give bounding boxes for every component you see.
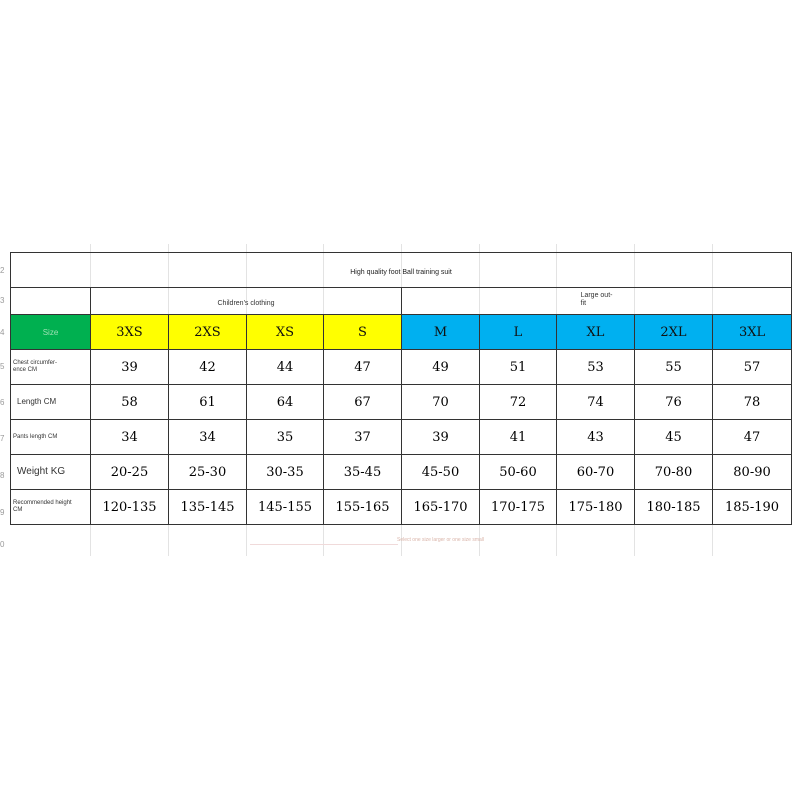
table-row-height (11, 490, 792, 525)
table-cell[interactable]: 170-175 (480, 490, 557, 525)
table-row-pants (11, 420, 792, 455)
row-number: 6 (0, 398, 5, 407)
table-title-cell[interactable] (11, 253, 792, 288)
spreadsheet (0, 244, 800, 556)
row-label[interactable] (11, 455, 91, 490)
table-cell[interactable]: 41 (480, 420, 557, 455)
table-cell[interactable]: 39 (402, 420, 480, 455)
empty-cell[interactable] (11, 288, 91, 315)
size-header[interactable]: XL (557, 315, 635, 350)
table-cell[interactable]: 61 (169, 385, 247, 420)
row-label-line1: Recommended height (13, 500, 72, 506)
row-number: 9 (0, 508, 5, 517)
size-header[interactable]: L (480, 315, 557, 350)
table-cell[interactable]: 70-80 (635, 455, 713, 490)
row-label-line2: ence CM (13, 367, 38, 373)
table-cell[interactable]: 34 (91, 420, 169, 455)
table-cell[interactable]: 72 (480, 385, 557, 420)
table-cell[interactable]: 25-30 (169, 455, 247, 490)
size-header[interactable]: 2XS (169, 315, 247, 350)
row-number: 4 (0, 328, 5, 337)
size-header[interactable]: XS (247, 315, 324, 350)
table-cell[interactable]: 45 (635, 420, 713, 455)
table-cell[interactable]: 80-90 (713, 455, 792, 490)
row-label-line1: Weight KG (17, 466, 66, 477)
row-number: 2 (0, 266, 5, 275)
table-cell[interactable]: 70 (402, 385, 480, 420)
size-header[interactable]: 3XL (713, 315, 792, 350)
table-cell[interactable]: 50-60 (480, 455, 557, 490)
table-cell[interactable]: 47 (324, 350, 402, 385)
table-title: High quality foot Ball training suit (350, 269, 452, 276)
size-label: Size (42, 327, 59, 337)
table-cell[interactable]: 20-25 (91, 455, 169, 490)
row-number: 0 (0, 540, 5, 549)
row-label[interactable] (11, 490, 91, 525)
size-label-cell[interactable] (11, 315, 91, 350)
row-label-line2: CM (13, 507, 23, 513)
large-group-label-line2: fit (580, 300, 587, 307)
table-cell[interactable]: 155-165 (324, 490, 402, 525)
faint-underline (250, 544, 398, 545)
table-cell[interactable]: 180-185 (635, 490, 713, 525)
table-row-length (11, 385, 792, 420)
table-cell[interactable]: 76 (635, 385, 713, 420)
table-row-chest (11, 350, 792, 385)
large-group-label-line1: Large out- (580, 292, 613, 299)
table-cell[interactable]: 35-45 (324, 455, 402, 490)
row-label-line1: Chest circumfer- (13, 360, 58, 366)
size-chart-table (10, 252, 792, 525)
row-label[interactable] (11, 350, 91, 385)
table-cell[interactable]: 64 (247, 385, 324, 420)
table-cell[interactable]: 57 (713, 350, 792, 385)
children-group-label: Children's clothing (217, 300, 275, 307)
row-label[interactable] (11, 385, 91, 420)
table-cell[interactable]: 30-35 (247, 455, 324, 490)
table-cell[interactable]: 49 (402, 350, 480, 385)
table-cell[interactable]: 37 (324, 420, 402, 455)
table-cell[interactable]: 42 (169, 350, 247, 385)
table-cell[interactable]: 51 (480, 350, 557, 385)
row-number: 5 (0, 362, 5, 371)
table-cell[interactable]: 74 (557, 385, 635, 420)
table-cell[interactable]: 165-170 (402, 490, 480, 525)
table-cell[interactable]: 67 (324, 385, 402, 420)
row-label-line1: Length CM (17, 397, 57, 406)
table-cell[interactable]: 78 (713, 385, 792, 420)
table-cell[interactable]: 58 (91, 385, 169, 420)
large-group-label (581, 292, 613, 308)
table-cell[interactable]: 175-180 (557, 490, 635, 525)
table-cell[interactable]: 35 (247, 420, 324, 455)
size-header[interactable]: 2XL (635, 315, 713, 350)
table-cell[interactable]: 44 (247, 350, 324, 385)
row-number: 8 (0, 471, 5, 480)
size-note: Select one size larger or one size small (397, 537, 484, 543)
size-header[interactable]: 3XS (91, 315, 169, 350)
table-cell[interactable]: 34 (169, 420, 247, 455)
table-row-weight (11, 455, 792, 490)
table-cell[interactable]: 60-70 (557, 455, 635, 490)
large-group-cell[interactable] (402, 288, 792, 315)
row-label[interactable] (11, 420, 91, 455)
table-cell[interactable]: 55 (635, 350, 713, 385)
table-cell[interactable]: 185-190 (713, 490, 792, 525)
size-header[interactable]: S (324, 315, 402, 350)
table-cell[interactable]: 135-145 (169, 490, 247, 525)
children-group-cell[interactable] (91, 288, 402, 315)
table-cell[interactable]: 45-50 (402, 455, 480, 490)
table-cell[interactable]: 47 (713, 420, 792, 455)
row-label-line1: Pants length CM (13, 433, 58, 440)
table-cell[interactable]: 43 (557, 420, 635, 455)
table-cell[interactable]: 53 (557, 350, 635, 385)
table-cell[interactable]: 39 (91, 350, 169, 385)
row-number: 7 (0, 434, 5, 443)
table-cell[interactable]: 145-155 (247, 490, 324, 525)
table-cell[interactable]: 120-135 (91, 490, 169, 525)
size-header[interactable]: M (402, 315, 480, 350)
row-number: 3 (0, 296, 5, 305)
